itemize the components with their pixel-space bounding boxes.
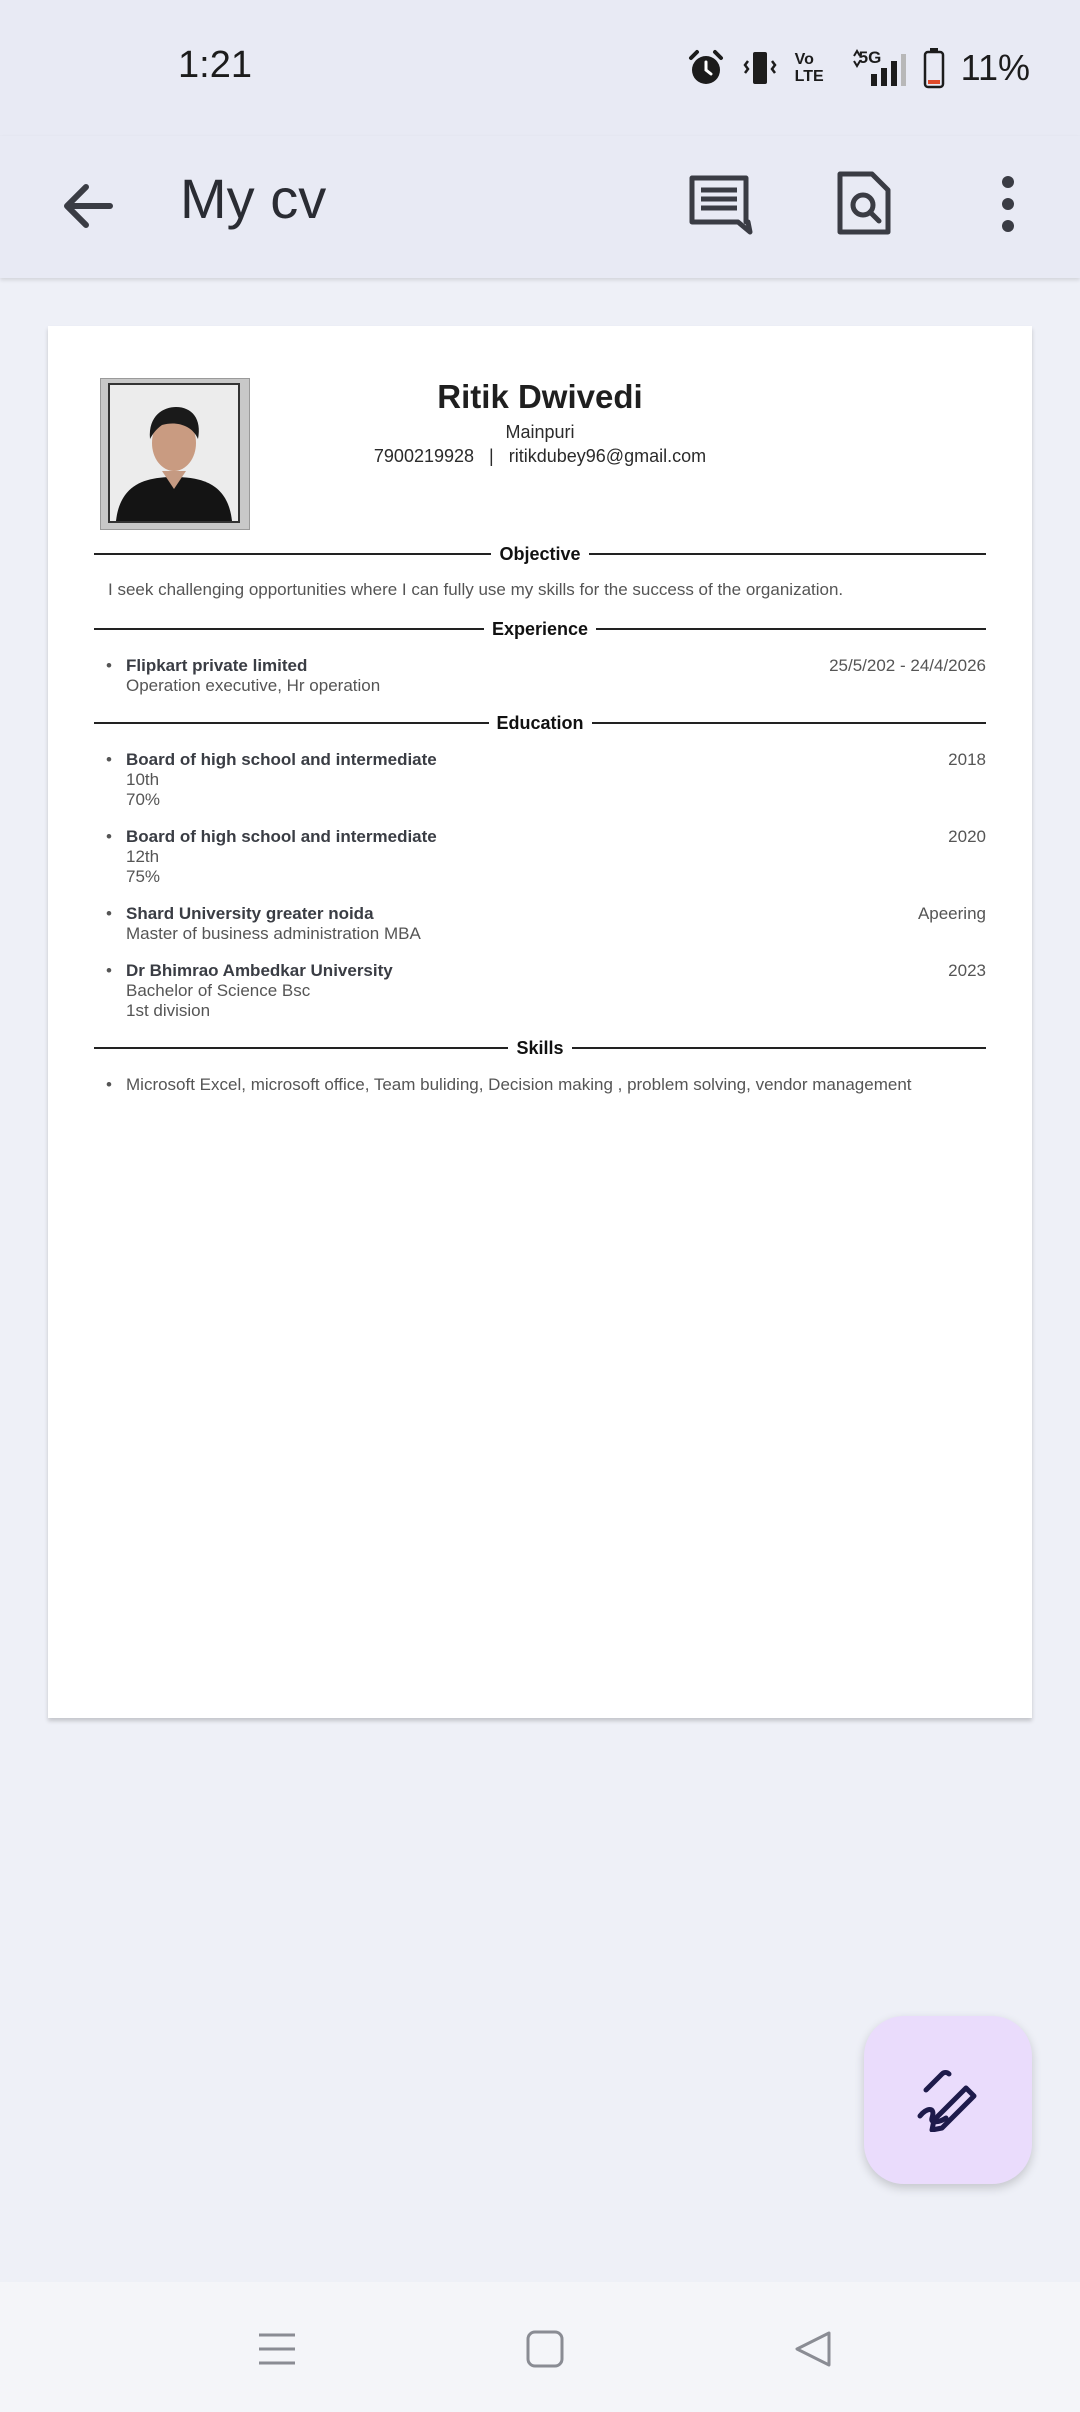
- objective-heading: [94, 542, 986, 566]
- education-year: 2018: [948, 750, 986, 769]
- find-in-page-icon: [834, 170, 894, 238]
- education-entry: • Dr Bhimrao Ambedkar University Bachelor of Science Bsc 1st division 2023: [106, 961, 986, 1020]
- app-bar: [0, 136, 1080, 278]
- back-icon: [52, 170, 124, 242]
- resume-city: Mainpuri: [505, 422, 575, 442]
- education-org: Shard University greater noida: [126, 904, 374, 923]
- home-icon: [525, 2329, 565, 2369]
- battery-icon: [923, 47, 945, 89]
- vibrate-icon: [741, 49, 779, 87]
- find-in-page-button[interactable]: [822, 162, 906, 246]
- education-year: Apeering: [917, 904, 986, 923]
- education-score: 75%: [126, 867, 161, 886]
- education-score: 1st division: [126, 1001, 211, 1020]
- experience-heading-label: Experience: [491, 618, 589, 639]
- more-vert-icon: [998, 174, 1018, 234]
- back-nav-icon: [793, 2329, 833, 2369]
- alarm-icon: [687, 49, 725, 87]
- edit-pen-icon: [916, 2068, 980, 2132]
- comment-button[interactable]: [678, 162, 762, 246]
- resume-contact: [48, 446, 1032, 467]
- skills-text: Microsoft Excel, microsoft office, Team buliding, Decision making , problem solving, vendor management: [126, 1075, 912, 1094]
- skills-heading: [94, 1036, 986, 1060]
- volte-bottom-label: LTE: [794, 68, 824, 85]
- objective-text: I seek challenging opportunities where I can fully use my skills for the success of the organization.: [108, 580, 844, 599]
- resume-email: ritikdubey96@gmail.com: [508, 446, 707, 466]
- skills-entry: • Microsoft Excel, microsoft office, Team buliding, Decision making , problem solving, vendor management: [126, 1075, 986, 1095]
- home-button[interactable]: [518, 2322, 572, 2376]
- volte-top-label: Vo: [794, 51, 814, 68]
- education-heading: [94, 711, 986, 735]
- status-time: 1:21: [178, 44, 252, 86]
- resume-name: Ritik Dwivedi: [437, 378, 643, 415]
- signal-5g-icon: [851, 48, 907, 88]
- document-title: My cv: [180, 167, 327, 230]
- education-org: Dr Bhimrao Ambedkar University: [126, 961, 393, 980]
- education-score: 70%: [126, 790, 161, 809]
- objective-heading-label: Objective: [499, 543, 581, 564]
- education-detail: 10th: [126, 770, 160, 789]
- resume-phone: 7900219928: [373, 446, 475, 466]
- education-entry: • Board of high school and intermediate 12th 75% 2020: [106, 827, 986, 886]
- comment-icon: [686, 172, 754, 236]
- document-page[interactable]: [48, 326, 1032, 1718]
- system-nav-bar: [0, 2282, 1080, 2412]
- experience-org: Flipkart private limited: [126, 656, 308, 675]
- experience-entry: • Flipkart private limited Operation executive, Hr operation 25/5/202 - 24/4/2026: [106, 656, 986, 695]
- education-year: 2023: [948, 961, 986, 980]
- edit-fab-button[interactable]: [864, 2016, 1032, 2184]
- more-options-button[interactable]: [966, 162, 1050, 246]
- volte-icon: [795, 48, 835, 88]
- education-entry: • Board of high school and intermediate 10th 70% 2018: [106, 750, 986, 809]
- back-button[interactable]: [52, 170, 124, 242]
- experience-role: Operation executive, Hr operation: [126, 676, 381, 695]
- battery-percent: 11%: [960, 47, 1030, 88]
- education-entry: • Shard University greater noida Master of business administration MBA Apeering: [106, 904, 986, 943]
- back-nav-button[interactable]: [786, 2322, 840, 2376]
- skills-heading-label: Skills: [516, 1037, 564, 1058]
- education-org: Board of high school and intermediate: [126, 750, 437, 769]
- education-org: Board of high school and intermediate: [126, 827, 437, 846]
- education-detail: Master of business administration MBA: [126, 924, 421, 943]
- experience-heading: [94, 617, 986, 641]
- recents-button[interactable]: [250, 2322, 304, 2376]
- education-detail: 12th: [126, 847, 160, 866]
- network-type-label: 5G: [858, 48, 882, 67]
- education-detail: Bachelor of Science Bsc: [126, 981, 311, 1000]
- status-bar: [0, 0, 1080, 136]
- contact-separator: |: [489, 446, 494, 466]
- education-heading-label: Education: [496, 712, 584, 733]
- experience-dates: 25/5/202 - 24/4/2026: [829, 656, 986, 675]
- recents-icon: [257, 2329, 297, 2369]
- status-icons: [687, 46, 1030, 90]
- education-year: 2020: [948, 827, 986, 846]
